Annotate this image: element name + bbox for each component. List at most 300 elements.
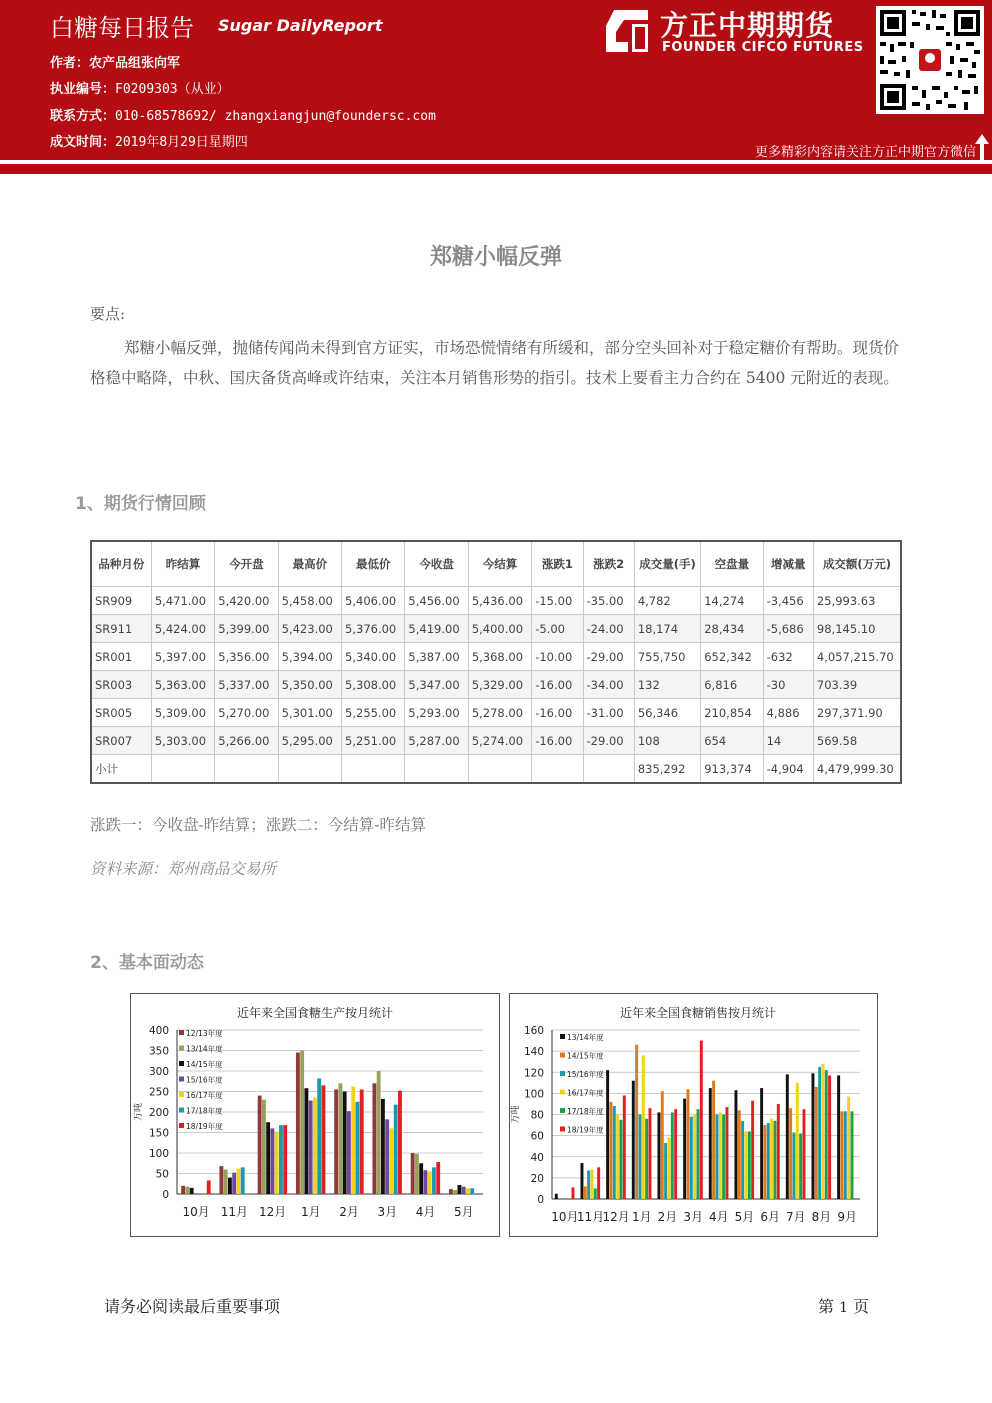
table-cell: -30 [763, 671, 813, 699]
bar [470, 1188, 474, 1194]
table-header-cell: 今开盘 [215, 541, 278, 587]
bar [738, 1110, 741, 1199]
table-cell: 5,424.00 [151, 615, 214, 643]
table-cell: 5,436.00 [468, 587, 531, 615]
bar [635, 1045, 638, 1199]
bar [825, 1070, 828, 1199]
bar [686, 1089, 689, 1199]
bar [632, 1081, 635, 1199]
legend-swatch [179, 1030, 184, 1035]
table-cell: 5,251.00 [342, 727, 405, 755]
bar [777, 1104, 780, 1199]
table-cell [583, 755, 634, 784]
bar [462, 1187, 466, 1194]
table-cell: 654 [701, 727, 763, 755]
table-body [91, 587, 901, 784]
bar [381, 1099, 385, 1194]
bar [712, 1081, 715, 1199]
chart-title: 近年来全国食糖销售按月统计 [619, 1006, 777, 1020]
bar [606, 1070, 609, 1199]
table-cell: 5,399.00 [215, 615, 278, 643]
bar [789, 1108, 792, 1199]
legend-label: 14/15年度 [186, 1060, 223, 1069]
bar [719, 1112, 722, 1199]
table-cell: 297,371.90 [813, 699, 901, 727]
y-tick-label: 20 [530, 1172, 544, 1185]
table-cell: 132 [634, 671, 700, 699]
bar [283, 1125, 287, 1194]
table-cell: 5,368.00 [468, 643, 531, 671]
table-cell: 5,287.00 [405, 727, 468, 755]
table-cell [215, 755, 278, 784]
x-tick-label: 11月 [220, 1205, 249, 1219]
bar [322, 1085, 326, 1194]
table-cell: 5,270.00 [215, 699, 278, 727]
bar [262, 1100, 266, 1194]
bar [591, 1169, 594, 1199]
table-cell: 25,993.63 [813, 587, 901, 615]
table-cell: 5,295.00 [278, 727, 341, 755]
legend-swatch [560, 1090, 565, 1095]
table-header-cell: 成交量(手) [634, 541, 700, 587]
bar [620, 1120, 623, 1199]
bar [300, 1051, 304, 1195]
legend-label: 13/14年度 [186, 1044, 223, 1054]
bar [715, 1115, 718, 1200]
meta-author [50, 52, 180, 71]
table-row [91, 671, 901, 699]
table-row [91, 643, 901, 671]
bar [347, 1111, 351, 1194]
sales-chart-svg [510, 994, 877, 1236]
x-tick-label: 12月 [258, 1205, 287, 1219]
meta-author-value: 农产品组张向军 [89, 56, 181, 71]
meta-license-label: 执业编号： [50, 82, 116, 97]
table-cell: 4,479,999.30 [813, 755, 901, 784]
table-cell: 6,816 [701, 671, 763, 699]
x-tick-label: 3月 [683, 1210, 703, 1224]
y-tick-label: 140 [523, 1046, 544, 1059]
bar [219, 1166, 223, 1194]
bar [837, 1075, 840, 1199]
bar [847, 1097, 850, 1199]
table-cell: -24.00 [583, 615, 634, 643]
change-definition-note: 涨跌一：今收盘-昨结算；涨跌二：今结算-昨结算 [90, 816, 426, 834]
table-cell: 5,278.00 [468, 699, 531, 727]
legend-label: 12/13年度 [186, 1029, 223, 1038]
x-tick-label: 5月 [734, 1210, 755, 1224]
table-cell: 5,347.00 [405, 671, 468, 699]
legend-label: 13/14年度 [567, 1033, 604, 1042]
table-cell: 5,423.00 [278, 615, 341, 643]
founder-logo-icon [604, 8, 650, 54]
bar [449, 1189, 453, 1194]
bar [296, 1053, 300, 1194]
bar [690, 1117, 693, 1199]
table-cell: 5,274.00 [468, 727, 531, 755]
follow-wechat-text: 更多精彩内容请关注方正中期官方微信 [754, 145, 976, 160]
summary-paragraph: 郑糖小幅反弹，抛储传闻尚未得到官方证实，市场恐慌情绪有所缓和，部分空头回补对于稳定糖价有帮助。现货价格稳中略降，中秋、国庆备货高峰或许结束，关注本月销售形势的指引。技术上要看主力合约在 5400 元附近的表现。 [90, 339, 900, 387]
table-cell: 小计 [91, 755, 151, 784]
bar [616, 1115, 619, 1200]
footer-page-number [818, 1294, 869, 1317]
bar [398, 1091, 402, 1194]
document-title: 郑糖小幅反弹 [429, 245, 562, 270]
table-cell: 4,057,215.70 [813, 643, 901, 671]
meta-license-value: F0209303（从业） [115, 82, 230, 97]
table-cell [342, 755, 405, 784]
arrow-up-icon [975, 134, 989, 160]
report-title: 白糖每日报告 [50, 14, 194, 42]
x-tick-label: 1月 [301, 1205, 321, 1219]
table-cell [151, 755, 214, 784]
sales-chart [509, 993, 878, 1237]
table-cell: 5,376.00 [342, 615, 405, 643]
table-cell: -29.00 [583, 727, 634, 755]
logo-text-cn: 方正中期期货 [660, 9, 835, 42]
x-tick-label: 9月 [837, 1210, 857, 1224]
y-tick-label: 60 [530, 1130, 544, 1143]
key-points-label: 要点: [90, 305, 126, 323]
x-tick-label: 12月 [602, 1210, 630, 1224]
bar [466, 1188, 470, 1194]
bar [356, 1102, 360, 1194]
bar [436, 1162, 440, 1194]
logo-text-en: FOUNDER CIFCO FUTURES [662, 40, 864, 55]
bar [385, 1119, 389, 1194]
bar [734, 1090, 737, 1199]
page-suffix: 页 [853, 1297, 870, 1316]
bar [304, 1088, 308, 1194]
bar [594, 1188, 597, 1199]
legend-swatch [560, 1071, 565, 1076]
table-row [91, 615, 901, 643]
bar [597, 1167, 600, 1199]
table-cell: -16.00 [532, 699, 583, 727]
bar [822, 1064, 825, 1199]
bar [266, 1122, 270, 1194]
x-tick-label: 10月 [182, 1205, 210, 1219]
table-cell: 835,292 [634, 755, 700, 784]
table-cell: 5,458.00 [278, 587, 341, 615]
bar [811, 1073, 814, 1199]
bar [609, 1102, 612, 1199]
y-tick-label: 0 [162, 1189, 169, 1201]
production-chart-svg [131, 994, 499, 1236]
bar [185, 1187, 189, 1194]
bar [258, 1096, 262, 1194]
bar [657, 1112, 660, 1199]
table-cell: 14,274 [701, 587, 763, 615]
page-num: 1 [839, 1300, 849, 1316]
table-cell: 5,337.00 [215, 671, 278, 699]
table-cell: 5,340.00 [342, 643, 405, 671]
bar [751, 1101, 754, 1199]
bar [741, 1121, 744, 1199]
bar [432, 1167, 436, 1194]
bar [774, 1121, 777, 1199]
meta-license [50, 78, 230, 97]
table-cell [278, 755, 341, 784]
table-cell: 652,342 [701, 643, 763, 671]
table-cell: 5,394.00 [278, 643, 341, 671]
bar [700, 1041, 703, 1199]
table-cell: 5,308.00 [342, 671, 405, 699]
bar [664, 1143, 667, 1199]
y-tick-label: 150 [148, 1127, 169, 1140]
meta-contact-label: 联系方式： [50, 109, 116, 124]
table-cell: 5,471.00 [151, 587, 214, 615]
table-header-cell: 涨跌1 [532, 541, 583, 587]
bar [760, 1088, 763, 1199]
bar [372, 1083, 376, 1194]
table-cell: -35.00 [583, 587, 634, 615]
bar [851, 1111, 854, 1199]
bar [241, 1167, 245, 1194]
table-cell: 5,400.00 [468, 615, 531, 643]
x-tick-label: 1月 [632, 1210, 652, 1224]
table-cell: SR007 [91, 727, 151, 755]
table-cell: 913,374 [701, 755, 763, 784]
bar [270, 1128, 274, 1194]
bar [423, 1170, 427, 1194]
y-tick-label: 350 [148, 1045, 169, 1058]
bar [726, 1107, 729, 1199]
bar [818, 1067, 821, 1199]
x-tick-label: 3月 [377, 1205, 398, 1219]
x-tick-label: 2月 [657, 1210, 678, 1224]
table-cell: 5,350.00 [278, 671, 341, 699]
table-cell: -10.00 [532, 643, 583, 671]
table-row [91, 699, 901, 727]
table-cell: 5,329.00 [468, 671, 531, 699]
table-cell: 5,387.00 [405, 643, 468, 671]
production-chart [130, 993, 500, 1237]
y-tick-label: 100 [523, 1088, 544, 1101]
y-tick-label: 200 [148, 1107, 169, 1119]
bar [674, 1109, 677, 1199]
report-title-en: Sugar DailyReport [218, 16, 383, 35]
legend-label: 15/16年度 [186, 1075, 223, 1085]
table-cell: -15.00 [532, 587, 583, 615]
bar [815, 1087, 818, 1199]
y-axis-label: 万吨 [511, 1105, 521, 1124]
table-header-cell: 今结算 [468, 541, 531, 587]
chart-title: 近年来全国食糖生产按月统计 [236, 1006, 394, 1020]
bar [649, 1108, 652, 1199]
table-cell: 5,266.00 [215, 727, 278, 755]
bar [587, 1170, 590, 1199]
table-cell: -34.00 [583, 671, 634, 699]
bar [584, 1186, 587, 1199]
qr-code-icon[interactable] [876, 6, 984, 114]
bar [697, 1109, 700, 1199]
data-source-note: 资料来源：郑州商品交易所 [90, 860, 277, 878]
bar [799, 1134, 802, 1199]
bar [770, 1119, 773, 1199]
section-heading-futures: 1、期货行情回顾 [75, 494, 206, 514]
bar [840, 1111, 843, 1199]
table-header-cell: 空盘量 [701, 541, 763, 587]
bar [767, 1123, 770, 1199]
table-cell: -5.00 [532, 615, 583, 643]
meta-date-label: 成文时间： [50, 135, 116, 150]
legend-label: 16/17年度 [567, 1088, 604, 1098]
table-header-cell: 最高价 [278, 541, 341, 587]
table-cell: 5,456.00 [405, 587, 468, 615]
table-cell: 5,419.00 [405, 615, 468, 643]
table-cell: 703.39 [813, 671, 901, 699]
page-prefix: 第 [818, 1297, 835, 1316]
bar [645, 1119, 648, 1199]
report-header [0, 0, 992, 160]
x-tick-label: 11月 [576, 1210, 605, 1224]
bar [419, 1163, 423, 1194]
bar [709, 1088, 712, 1199]
section-heading-fundamentals: 2、基本面动态 [90, 953, 204, 973]
table-row [91, 755, 901, 784]
legend-swatch [179, 1092, 184, 1097]
bar [317, 1078, 321, 1194]
table-cell: 5,420.00 [215, 587, 278, 615]
table-cell: 5,363.00 [151, 671, 214, 699]
bar [796, 1083, 799, 1199]
bar [580, 1163, 583, 1199]
table-header-cell: 增减量 [763, 541, 813, 587]
legend-swatch [560, 1053, 565, 1058]
table-cell: 210,854 [701, 699, 763, 727]
legend-swatch [560, 1127, 565, 1132]
bar [313, 1098, 317, 1194]
legend-label: 15/16年度 [567, 1070, 604, 1079]
table-cell: SR909 [91, 587, 151, 615]
header-divider [0, 164, 992, 174]
bar [722, 1115, 725, 1200]
y-tick-label: 300 [148, 1066, 169, 1078]
table-cell: 5,406.00 [342, 587, 405, 615]
x-tick-label: 4月 [709, 1210, 729, 1224]
meta-date-value: 2019年8月29日星期四 [115, 135, 248, 150]
y-tick-label: 250 [148, 1086, 169, 1099]
table-cell: 108 [634, 727, 700, 755]
x-tick-label: 5月 [454, 1205, 474, 1219]
legend-label: 14/15年度 [567, 1051, 604, 1061]
bar [228, 1178, 232, 1194]
table-cell: 5,309.00 [151, 699, 214, 727]
table-cell: SR005 [91, 699, 151, 727]
table-cell: -16.00 [532, 671, 583, 699]
table-cell: 5,356.00 [215, 643, 278, 671]
table-cell: SR911 [91, 615, 151, 643]
table-cell: 755,750 [634, 643, 700, 671]
bar [390, 1128, 394, 1194]
x-tick-label: 6月 [760, 1210, 780, 1224]
meta-author-label: 作者： [50, 56, 90, 71]
y-tick-label: 40 [530, 1151, 544, 1164]
table-cell: 569.58 [813, 727, 901, 755]
y-tick-label: 100 [148, 1148, 169, 1160]
bar [828, 1075, 831, 1199]
bar [844, 1111, 847, 1199]
table-cell: -31.00 [583, 699, 634, 727]
bar [803, 1109, 806, 1199]
bar [745, 1131, 748, 1199]
table-header-row [91, 541, 901, 587]
bar [207, 1180, 211, 1194]
y-tick-label: 120 [523, 1067, 544, 1080]
bar [668, 1138, 671, 1199]
futures-market-table [90, 540, 902, 784]
legend-swatch [560, 1108, 565, 1113]
bar [411, 1153, 415, 1194]
bar [181, 1186, 185, 1194]
table-cell: -5,686 [763, 615, 813, 643]
table-cell: -632 [763, 643, 813, 671]
meta-contact-value: 010-68578692/ zhangxiangjun@foundersc.com [115, 109, 436, 124]
bar [555, 1194, 558, 1199]
x-tick-label: 8月 [811, 1210, 832, 1224]
table-header-cell: 今收盘 [405, 541, 468, 587]
table-header-cell: 昨结算 [151, 541, 214, 587]
bar [763, 1125, 766, 1199]
legend-label: 17/18年度 [186, 1106, 223, 1116]
bar [338, 1083, 342, 1194]
table-header-cell: 涨跌2 [583, 541, 634, 587]
bar [748, 1131, 751, 1199]
y-tick-label: 160 [523, 1025, 544, 1037]
bar [279, 1125, 283, 1194]
x-tick-label: 2月 [339, 1205, 359, 1219]
footer-disclaimer: 请务必阅读最后重要事项 [104, 1297, 281, 1316]
y-tick-label: 50 [155, 1168, 169, 1181]
legend-label: 18/19年度 [567, 1125, 604, 1135]
bar [613, 1106, 616, 1199]
bar [190, 1188, 194, 1194]
bar [693, 1115, 696, 1200]
bar [792, 1132, 795, 1199]
legend-swatch [179, 1046, 184, 1051]
table-cell: SR001 [91, 643, 151, 671]
bar [457, 1185, 461, 1194]
meta-contact [50, 105, 436, 124]
x-tick-label: 7月 [786, 1210, 806, 1224]
bar [309, 1101, 313, 1194]
legend-label: 17/18年度 [567, 1107, 604, 1116]
bar [638, 1115, 641, 1200]
legend-swatch [560, 1034, 565, 1039]
table-cell: 5,301.00 [278, 699, 341, 727]
table-header-cell: 品种月份 [91, 541, 151, 587]
table-cell: 14 [763, 727, 813, 755]
bar [453, 1190, 457, 1194]
bar [683, 1099, 686, 1199]
legend-label: 18/19年度 [186, 1122, 223, 1131]
legend-swatch [179, 1061, 184, 1066]
table-cell: 98,145.10 [813, 615, 901, 643]
table-cell: 5,397.00 [151, 643, 214, 671]
x-tick-label: 4月 [415, 1205, 436, 1219]
bar [224, 1169, 228, 1194]
table-cell: -3,456 [763, 587, 813, 615]
x-tick-label: 10月 [551, 1210, 579, 1224]
bar [415, 1154, 419, 1194]
table-cell: 4,782 [634, 587, 700, 615]
table-cell: -29.00 [583, 643, 634, 671]
bar [237, 1169, 241, 1194]
bar [572, 1187, 575, 1199]
bar [661, 1091, 664, 1199]
table-cell: -4,904 [763, 755, 813, 784]
